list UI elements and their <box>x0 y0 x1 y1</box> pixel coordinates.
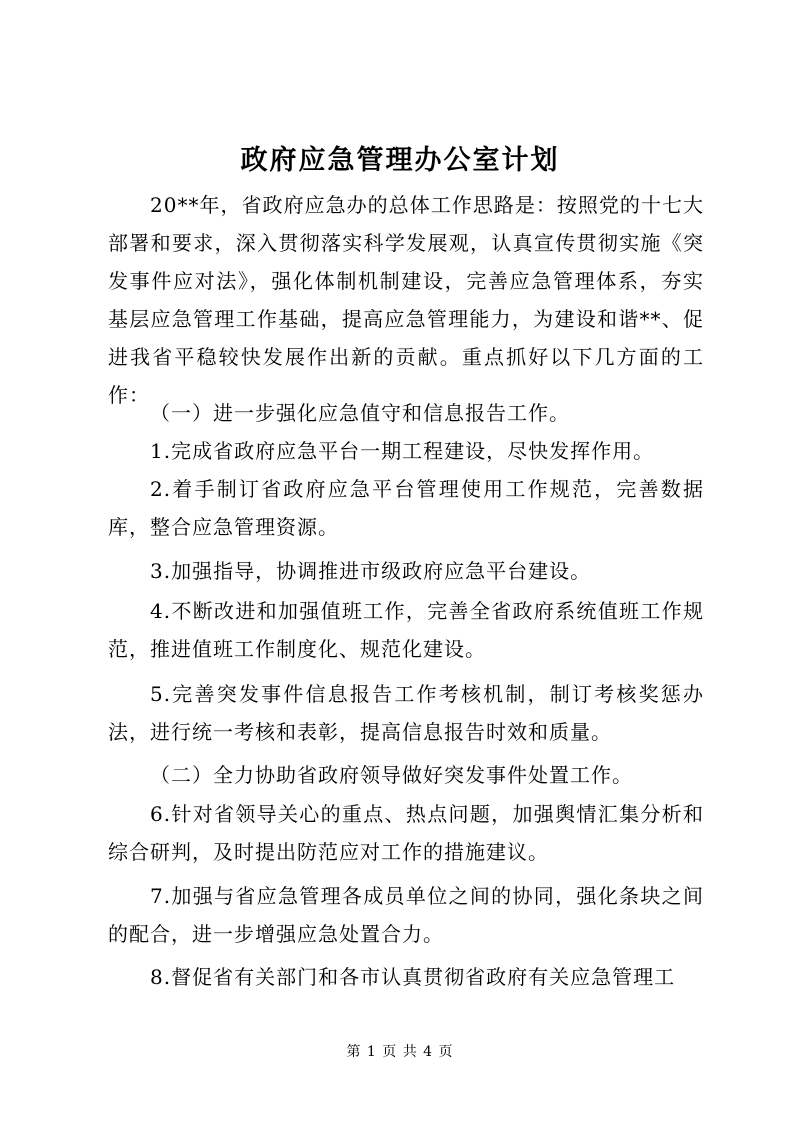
section-heading-1: （一）进一步强化应急值守和信息报告工作。 <box>150 401 570 425</box>
list-item: 5.完善突发事件信息报告工作考核机制，制订考核奖惩办法，进行统一考核和表彰，提高信息报告时效和质量。 <box>108 682 704 744</box>
intro-paragraph: 20**年，省政府应急办的总体工作思路是：按照党的十七大部署和要求，深入贯彻落实科学发展观，认真宣传贯彻实施《突发事件应对法》，强化体制机制建设，完善应急管理体系，夯实基层应急管理工作基础，提高应急管理能力，为建设和谐**、促进我省平稳较快发展作出新的贡献。重点抓好以下几方面的工作： <box>108 193 704 407</box>
list-item: 6.针对省领导关心的重点、热点问题，加强舆情汇集分析和综合研判，及时提出防范应对工作的措施建议。 <box>108 802 704 864</box>
list-item: 7.加强与省应急管理各成员单位之间的协同，强化条块之间的配合，进一步增强应急处置合力。 <box>108 884 704 946</box>
list-item: 4.不断改进和加强值班工作，完善全省政府系统值班工作规范，推进值班工作制度化、规范化建设。 <box>108 599 704 661</box>
page-number: 第 1 页 共 4 页 <box>346 1044 454 1060</box>
section-heading-2: （二）全力协助省政府领导做好突发事件处置工作。 <box>150 763 633 787</box>
list-item: 1.完成省政府应急平台一期工程建设，尽快发挥作用。 <box>150 439 655 463</box>
list-item: 3.加强指导，协调推进市级政府应急平台建设。 <box>150 559 592 583</box>
page-title: 政府应急管理办公室计划 <box>240 145 560 176</box>
list-item: 2.着手制订省政府应急平台管理使用工作规范，完善数据库，整合应急管理资源。 <box>108 477 704 539</box>
list-item: 8.督促省有关部门和各市认真贯彻省政府有关应急管理工 <box>150 965 676 989</box>
